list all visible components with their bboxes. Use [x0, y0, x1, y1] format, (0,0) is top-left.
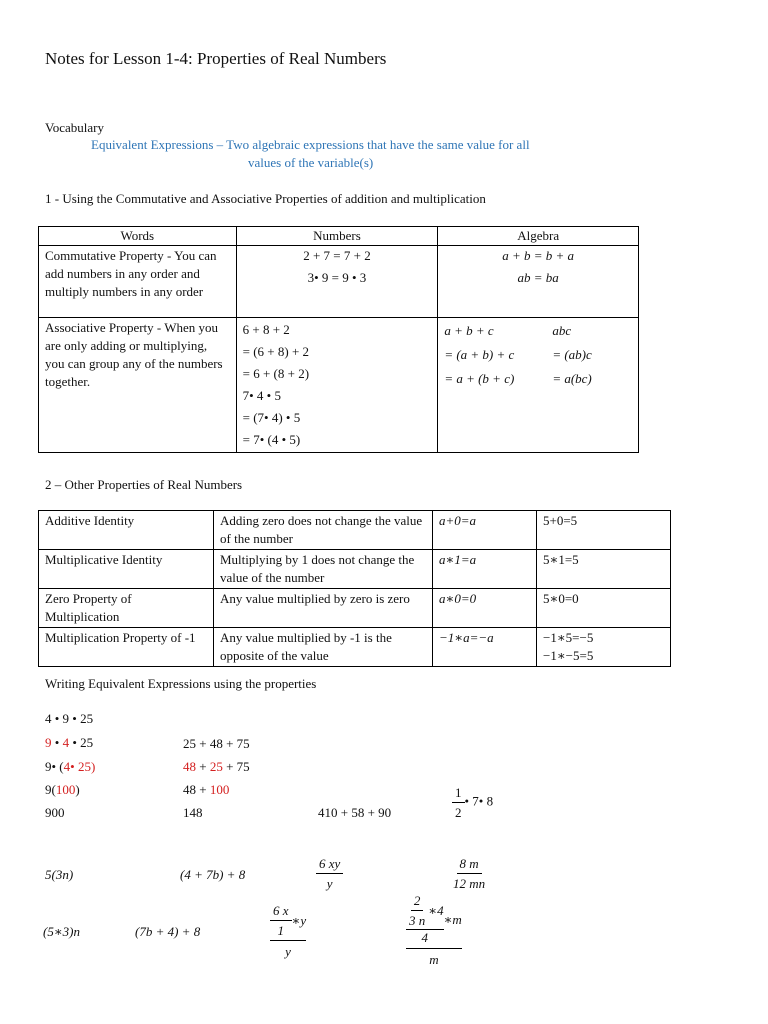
expression-part: • — [51, 735, 63, 750]
expression-line: 25 + 48 + 75 — [183, 736, 250, 751]
fraction-denominator: y — [326, 876, 333, 891]
commutative-number-2: 3• 9 = 9 • 3 — [307, 270, 367, 285]
associative-words: Associative Property - When you are only adding or multiplying, you can group any of the numbers together. — [39, 318, 237, 453]
complex-fraction-6x — [270, 903, 306, 961]
section3-heading: Writing Equivalent Expressions using the properties — [45, 676, 317, 691]
fraction — [270, 903, 292, 938]
associative-number-line: = 7• (4 • 5) — [242, 432, 301, 447]
fraction-numerator: 1 — [452, 785, 465, 803]
fraction — [452, 785, 465, 820]
expression-line — [183, 782, 229, 798]
associative-algebra-sum: a + b + c — [444, 323, 494, 338]
fraction — [406, 893, 428, 928]
expression-part: 48 + — [183, 782, 210, 797]
expression-part: ) — [75, 782, 80, 797]
property-name: Zero Property of Multiplication — [39, 589, 214, 628]
fraction-denominator: 3 n — [409, 913, 426, 928]
fraction-expression — [452, 785, 493, 820]
associative-number-line: = (7• 4) • 5 — [242, 410, 301, 425]
header-words: Words — [39, 227, 237, 246]
property-name: Multiplication Property of -1 — [39, 628, 214, 667]
definition-line-1: Equivalent Expressions – Two algebraic expressions that have the same value for all — [91, 137, 530, 152]
properties-table-2 — [38, 510, 671, 667]
highlight-text: 4 — [62, 735, 70, 750]
commutative-algebra-2: ab = ba — [517, 270, 559, 285]
fraction-numerator: 2 — [411, 893, 424, 911]
expression-line — [45, 759, 95, 775]
expression-part: + — [196, 759, 210, 774]
expression-part: + 75 — [222, 759, 250, 774]
expression-line: 410 + 58 + 90 — [318, 805, 392, 820]
associative-algebra-sum: = (a + b) + c — [444, 347, 515, 362]
fraction — [316, 856, 343, 891]
commutative-number-1: 2 + 7 = 7 + 2 — [303, 248, 371, 263]
property-description: Any value multiplied by -1 is the opposite of the value — [214, 628, 433, 667]
expression-line: 4 • 9 • 25 — [45, 711, 94, 726]
commutative-algebra-1: a + b = b + a — [502, 248, 575, 263]
property-name: Multiplicative Identity — [39, 550, 214, 589]
associative-number-line: 7• 4 • 5 — [242, 388, 281, 403]
expression-line — [45, 735, 93, 751]
expression-part: ∗m — [443, 911, 462, 927]
associative-numbers — [236, 318, 438, 453]
property-algebra: a∗1=a — [433, 550, 537, 589]
header-numbers: Numbers — [236, 227, 438, 246]
highlight-text: 100 — [55, 782, 76, 797]
fraction-8m-over-12mn — [450, 856, 488, 891]
page-title: Notes for Lesson 1-4: Properties of Real Numbers — [45, 49, 387, 68]
expression-4-7b-8: (4 + 7b) + 8 — [180, 867, 246, 882]
header-algebra: Algebra — [438, 227, 639, 246]
expression-part: 9• ( — [45, 759, 64, 774]
property-description: Any value multiplied by zero is zero — [214, 589, 433, 628]
expression-line: 148 — [183, 805, 203, 820]
property-example: 5∗0=0 — [537, 589, 671, 628]
property-example: 5+0=5 — [537, 511, 671, 550]
property-name: Additive Identity — [39, 511, 214, 550]
expression-line — [183, 759, 250, 775]
fraction-denominator: 4 — [421, 930, 429, 945]
expression-5-3n: 5(3n) — [45, 867, 74, 882]
property-algebra: a∗0=0 — [433, 589, 537, 628]
commutative-words: Commutative Property - You can add numbers in any order and multiply numbers in any order — [39, 246, 237, 318]
property-example — [537, 628, 671, 667]
expression-line: 900 — [45, 805, 65, 820]
associative-algebra-product: = (ab)c — [552, 347, 592, 362]
associative-algebra-product: abc — [552, 323, 572, 338]
associative-algebra — [438, 318, 639, 453]
property-description: Adding zero does not change the value of the number — [214, 511, 433, 550]
property-algebra: −1∗a=−a — [433, 628, 537, 667]
fraction-denominator: m — [429, 952, 439, 967]
highlight-text: 25 — [209, 759, 223, 774]
expression-7b-4-8: (7b + 4) + 8 — [135, 924, 201, 939]
highlight-text: 4• 25) — [63, 759, 96, 774]
commutative-numbers — [236, 246, 438, 318]
expression-5x3-n: (5∗3)n — [43, 924, 80, 939]
section1-heading: 1 - Using the Commutative and Associative Properties of addition and multiplication — [45, 191, 486, 206]
complex-fraction-2-3n — [406, 893, 462, 969]
associative-number-line: = 6 + (8 + 2) — [242, 366, 310, 381]
fraction-6xy-over-y — [316, 856, 343, 891]
properties-table-1 — [38, 226, 639, 453]
expression-part: • 7• 8 — [464, 793, 494, 809]
associative-number-line: = (6 + 8) + 2 — [242, 344, 310, 359]
fraction-numerator: 8 m — [457, 856, 482, 874]
commutative-algebra — [438, 246, 639, 318]
fraction-denominator: y — [285, 944, 291, 959]
fraction-numerator: 6 xy — [316, 856, 343, 874]
associative-algebra-product: = a(bc) — [552, 371, 592, 386]
expression-part: • 25 — [69, 735, 94, 750]
definition-line-2: values of the variable(s) — [248, 155, 374, 170]
associative-algebra-sum: = a + (b + c) — [444, 371, 515, 386]
expression-line — [45, 782, 80, 798]
property-example: 5∗1=5 — [537, 550, 671, 589]
section2-heading: 2 – Other Properties of Real Numbers — [45, 477, 243, 492]
vocabulary-heading: Vocabulary — [45, 120, 104, 135]
highlight-text: 48 — [183, 759, 196, 774]
fraction — [450, 856, 488, 891]
highlight-text: 100 — [209, 782, 230, 797]
property-example-line: −1∗−5=5 — [543, 648, 594, 663]
fraction-denominator: 2 — [455, 805, 462, 820]
expression-part: 9( — [45, 782, 56, 797]
property-example-line: −1∗5=−5 — [543, 630, 594, 645]
property-description: Multiplying by 1 does not change the value of the number — [214, 550, 433, 589]
associative-number-line: 6 + 8 + 2 — [242, 322, 290, 337]
highlight-text: 9 — [45, 735, 52, 750]
expression-part: ∗4 — [428, 902, 444, 918]
fraction-denominator: 12 mn — [453, 876, 486, 891]
fraction-denominator: 1 — [277, 923, 285, 938]
expression-part: ∗y — [291, 912, 307, 928]
property-algebra: a+0=a — [433, 511, 537, 550]
fraction-numerator: 6 x — [270, 903, 292, 921]
